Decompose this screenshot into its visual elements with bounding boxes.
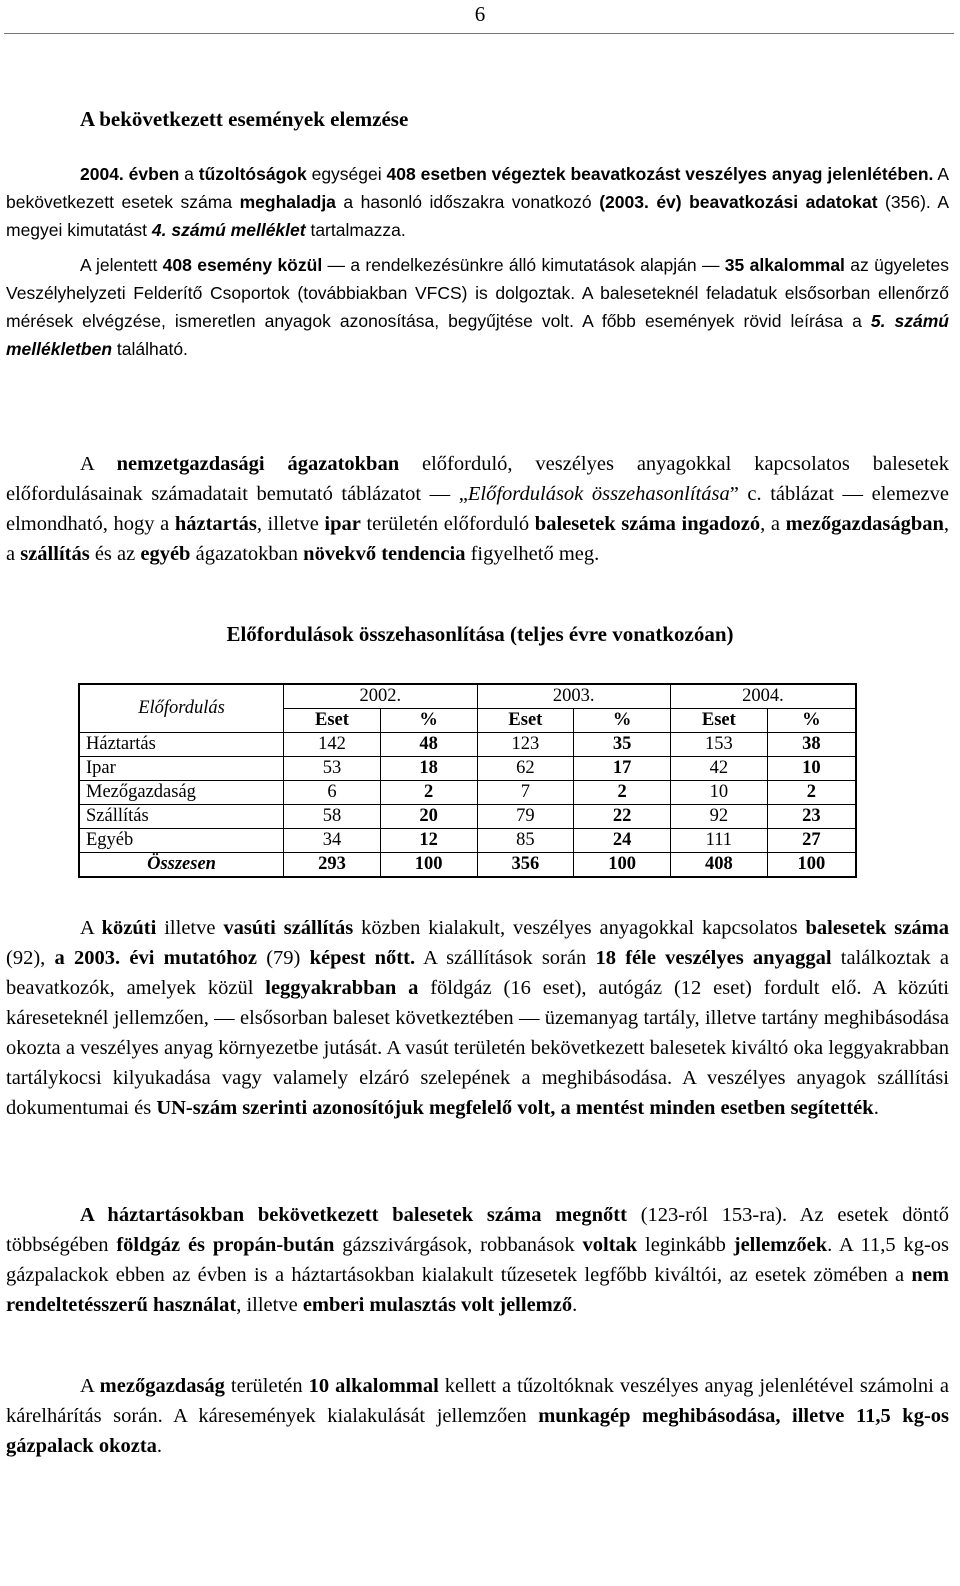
- annex-5-ref: 5. számú mellékletben: [6, 311, 949, 359]
- cell: 153: [670, 733, 767, 757]
- year-header: 2003.: [477, 684, 670, 709]
- table-row: [79, 805, 856, 829]
- cell: 100: [380, 853, 477, 878]
- subheader: %: [380, 709, 477, 733]
- subheader: %: [574, 709, 671, 733]
- table-total-row: [79, 853, 856, 878]
- subheader: %: [767, 709, 856, 733]
- cell: 100: [574, 853, 671, 878]
- header-rule: [4, 33, 954, 34]
- cell: 142: [284, 733, 381, 757]
- cell: 58: [284, 805, 381, 829]
- table-row: [79, 829, 856, 853]
- total-label: Összesen: [79, 853, 284, 878]
- cell: 85: [477, 829, 574, 853]
- table-corner-label: Előfordulás: [79, 684, 284, 733]
- cell: 6: [284, 781, 381, 805]
- cell: 7: [477, 781, 574, 805]
- cell: 92: [670, 805, 767, 829]
- cell: 27: [767, 829, 856, 853]
- cell: 100: [767, 853, 856, 878]
- cell: 2: [574, 781, 671, 805]
- table-row: [79, 757, 856, 781]
- row-label: Egyéb: [79, 829, 284, 853]
- cell: 24: [574, 829, 671, 853]
- table-row: [79, 781, 856, 805]
- cell: 38: [767, 733, 856, 757]
- cell: 2: [380, 781, 477, 805]
- paragraph-transport: A közúti illetve vasúti szállítás közben kialakult, veszélyes anyagokkal kapcsolatos balesetek száma (92), a 2003. évi mutatóhoz (79) képest nőtt. A szállítások során 18 féle veszélyes anyaggal találkoztak a beavatkozók, amelyek közül leggyakrabban a földgáz (16 eset), autógáz (12 eset) fordult elő. A közúti káreseteknél jellemzően, — elsősorban baleset következtében — üzemanyag tartály, illetve tartány meghibásodása okozta a veszélyes anyag környezetbe jutását. A vasút területén bekövetkezett balesetek kiváltó oka leggyakrabban tartálykocsi kilyukadása vagy valamely elzáró szelepének a meghibásodása. A veszélyes anyagok szállítási dokumentumai és UN-szám szerinti azonosítójuk megfelelő volt, a mentést minden esetben segítették.: [6, 917, 949, 1119]
- table-row: [79, 733, 856, 757]
- paragraph-agriculture: A mezőgazdaság területén 10 alkalommal kellett a tűzoltóknak veszélyes anyag jelenlétével számolni a kárelhárítás során. A káresemények kialakulását jellemzően munkagép meghibásodása, illetve 11,5 kg-os gázpalack okozta.: [6, 1375, 949, 1457]
- cell: 10: [670, 781, 767, 805]
- cell: 34: [284, 829, 381, 853]
- cell: 2: [767, 781, 856, 805]
- paragraph-vfcs: A jelentett 408 esemény közül — a rendelkezésünkre álló kimutatások alapján — 35 alkalommal az ügyeletes Veszélyhelyzeti Felderítő Csoportok (továbbiakban VFCS) is dolgoztak. A baleseteknél feladatuk elsősorban ellenőrző mérések elvégzése, ismeretlen anyagok azonosítása, begyűjtése volt. A főbb események rövid leírása a 5. számú mellékletben található.: [6, 255, 950, 359]
- text-year: 2004. évben: [80, 164, 180, 184]
- year-header: 2002.: [284, 684, 477, 709]
- cell: 20: [380, 805, 477, 829]
- cell: 12: [380, 829, 477, 853]
- section-title: A bekövetkezett események elemzése: [80, 107, 409, 131]
- cell: 62: [477, 757, 574, 781]
- cell: 356: [477, 853, 574, 878]
- cell: 10: [767, 757, 856, 781]
- year-header: 2004.: [670, 684, 856, 709]
- subheader: Eset: [477, 709, 574, 733]
- cell: 293: [284, 853, 381, 878]
- cell: 408: [670, 853, 767, 878]
- annex-4-ref: 4. számú melléklet: [151, 220, 306, 240]
- paragraph-sectors: A nemzetgazdasági ágazatokban előforduló, veszélyes anyagokkal kapcsolatos balesetek előfordulásainak számadatait bemutató táblázatot — „Előfordulások összehasonlítása” c. táblázat — elemezve elmondható, hogy a háztartás, illetve ipar területén előforduló balesetek száma ingadozó, a mezőgazdaságban, a szállítás és az egyéb ágazatokban növekvő tendencia figyelhető meg.: [6, 453, 950, 565]
- cell: 111: [670, 829, 767, 853]
- table-header-years: [79, 684, 856, 709]
- paragraph-households: A háztartásokban bekövetkezett balesetek száma megnőtt (123-ról 153-ra). Az esetek döntő többségében földgáz és propán-bután gázszivárgások, robbanások voltak leginkább jellemzőek. A 11,5 kg-os gázpalackok ebben az évben is a háztartásokban kialakult tűzesetek legfőbb kiváltói, az esetek zömében a nem rendeltetésszerű használat, illetve emberi mulasztás volt jellemző.: [6, 1204, 949, 1316]
- cell: 23: [767, 805, 856, 829]
- table-caption: Előfordulások összehasonlítása (teljes évre vonatkozóan): [226, 622, 734, 646]
- cell: 22: [574, 805, 671, 829]
- row-label: Ipar: [79, 757, 284, 781]
- occurrence-table: [78, 683, 857, 878]
- paragraph-summary: 2004. évben a tűzoltóságok egységei 408 esetben végeztek beavatkozást veszélyes anyag jelenlétében. A bekövetkezett esetek száma meghaladja a hasonló időszakra vonatkozó (2003. év) beavatkozási adatokat (356). A megyei kimutatást 4. számú melléklet tartalmazza.: [6, 164, 949, 240]
- cell: 123: [477, 733, 574, 757]
- subheader: Eset: [284, 709, 381, 733]
- cell: 18: [380, 757, 477, 781]
- cell: 79: [477, 805, 574, 829]
- cell: 35: [574, 733, 671, 757]
- row-label: Szállítás: [79, 805, 284, 829]
- page-number: 6: [474, 2, 486, 26]
- cell: 53: [284, 757, 381, 781]
- cell: 17: [574, 757, 671, 781]
- cell: 48: [380, 733, 477, 757]
- row-label: Háztartás: [79, 733, 284, 757]
- cell: 42: [670, 757, 767, 781]
- row-label: Mezőgazdaság: [79, 781, 284, 805]
- subheader: Eset: [670, 709, 767, 733]
